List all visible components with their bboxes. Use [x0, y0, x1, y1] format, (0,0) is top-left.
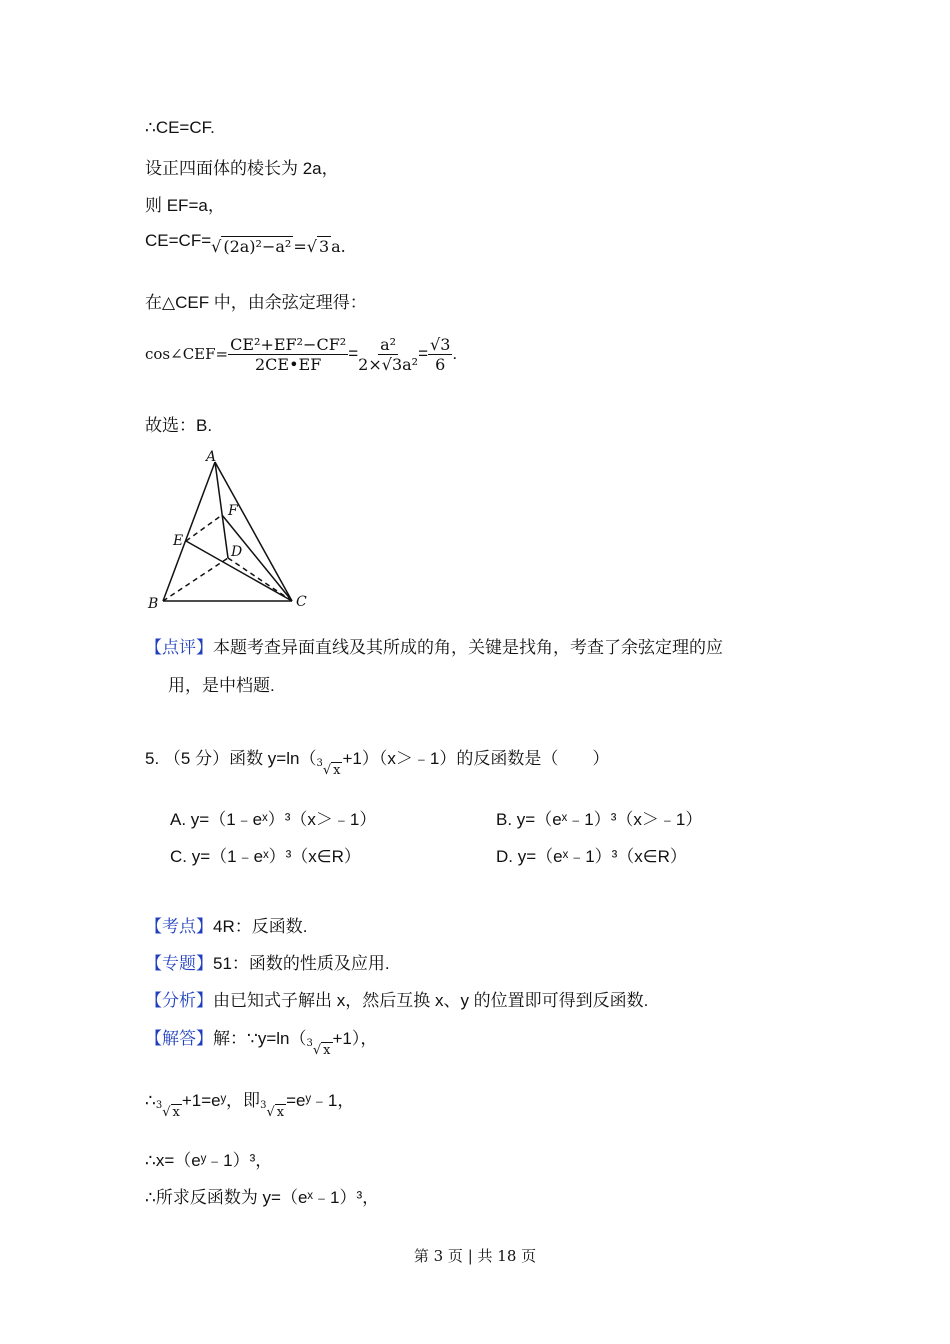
- cube-root: $^3$√ x: [316, 758, 341, 778]
- text-line: 设正四面体的棱长为 2a，: [145, 159, 339, 178]
- section-tag: 【解答】: [145, 1029, 213, 1048]
- step-text: +1=eʸ，即: [181, 1091, 261, 1110]
- radicand: x: [276, 1105, 285, 1120]
- edge-ac: [215, 462, 292, 601]
- option-text: y=（eˣ﹣1）³（x＞﹣1）: [516, 810, 703, 829]
- comment-line: [145, 633, 723, 658]
- equals: =: [293, 237, 307, 256]
- stem-text: 5. （5 分）函数 y=ln（: [145, 749, 317, 768]
- tetrahedron-figure: [140, 445, 320, 615]
- numerator: CE²+EF²−CF²: [230, 335, 347, 354]
- stem-text: +1）（x＞﹣1）的反函数是（ ）: [342, 749, 610, 768]
- option-label: D.: [496, 847, 513, 866]
- label-c: C: [296, 594, 307, 610]
- text-line: 在△CEF 中，由余弦定理得：: [145, 293, 367, 312]
- radicand: 3: [318, 237, 330, 256]
- root-index: 3: [260, 1100, 267, 1111]
- section-tag: 【分析】: [145, 991, 213, 1010]
- fraction: [428, 335, 452, 374]
- label-d: D: [231, 544, 243, 560]
- option-label: A.: [170, 810, 187, 829]
- option-text: y=（eˣ﹣1）³（x∈R）: [517, 847, 687, 866]
- step-text: =eʸ﹣1，: [286, 1091, 355, 1110]
- edge-ad: [215, 462, 228, 558]
- segment-ef: [186, 515, 222, 541]
- option-c[interactable]: [170, 842, 361, 867]
- step-text: ∴: [145, 1091, 156, 1110]
- text-line: 故选：B.: [145, 416, 213, 435]
- formula-cos: cos∠CEF= $\frac{\text{CE²+EF²−CF²}}{2CE•EF}$ = $\frac{\text{a²}}{\text{2×√3a²}}$ = $\frac{√3}{6}$ .: [145, 335, 458, 374]
- section-text: 解：∵y=ln（: [213, 1029, 307, 1048]
- section-tag: 【考点】: [145, 917, 213, 936]
- cube-root: $^3$√ x: [306, 1038, 331, 1058]
- denominator: 6: [435, 355, 446, 374]
- formula-suffix: a.: [331, 237, 346, 256]
- fenxi-line: [145, 986, 648, 1011]
- radicand: x: [172, 1105, 180, 1120]
- fraction: [358, 335, 418, 374]
- edge-ab: [163, 462, 215, 601]
- option-text: y=（1﹣eˣ）³（x∈R）: [191, 847, 361, 866]
- option-label: B.: [496, 810, 513, 829]
- text-line: ∴CE=CF.: [145, 118, 215, 137]
- solution-step: ∴x=（eʸ﹣1）³，: [145, 1151, 273, 1170]
- comment-line: 用，是中档题.: [168, 676, 275, 695]
- page-footer: 第 3 页 | 共 18 页: [413, 1247, 537, 1265]
- cube-root: $^3$√ x: [260, 1100, 285, 1120]
- label-e: E: [173, 533, 184, 549]
- label-f: F: [228, 503, 238, 519]
- label-a: A: [206, 449, 217, 465]
- zhuanti-line: [145, 949, 390, 974]
- section-text: 51：函数的性质及应用.: [213, 954, 390, 973]
- radicand: x: [323, 1043, 331, 1058]
- root-index: 3: [306, 1038, 313, 1049]
- edge-bd: [163, 558, 228, 601]
- section-tag: 【专题】: [145, 954, 213, 973]
- root-index: 3: [155, 1100, 163, 1111]
- denominator: 2CE•EF: [255, 355, 322, 374]
- radicand: (2a)²−a²: [223, 237, 292, 256]
- root-index: 3: [316, 758, 323, 769]
- formula-prefix: cos∠CEF=: [145, 344, 229, 363]
- denominator: 2×√3a²: [358, 355, 419, 374]
- option-text: y=（1﹣eˣ）³（x＞﹣1）: [190, 810, 377, 829]
- cube-root: $^3$√ x: [155, 1100, 180, 1120]
- label-b: B: [148, 596, 159, 612]
- option-a[interactable]: [170, 805, 376, 830]
- question-stem: [145, 744, 610, 778]
- numerator: a²: [380, 335, 397, 354]
- option-label: C.: [170, 847, 187, 866]
- text-line: 则 EF=a，: [145, 196, 225, 215]
- formula-prefix: CE=CF=: [145, 231, 212, 250]
- kaodian-line: [145, 912, 307, 937]
- solution-step: ∴所求反函数为 y=（eˣ﹣1）³，: [145, 1188, 380, 1207]
- jieda-line: [145, 1024, 378, 1058]
- edge-dc: [228, 558, 292, 601]
- formula-ce-cf: CE=CF=√ (2a)²−a² =√ 3 a.: [145, 231, 346, 256]
- fraction: [228, 335, 348, 374]
- option-b[interactable]: [496, 805, 702, 830]
- radicand: x: [333, 763, 341, 778]
- solution-step: [145, 1086, 355, 1120]
- section-text: 4R：反函数.: [213, 917, 308, 936]
- section-text: 由已知式子解出 x，然后互换 x、y 的位置即可得到反函数.: [213, 991, 649, 1010]
- comment-text: 本题考查异面直线及其所成的角，关键是找角，考查了余弦定理的应: [213, 638, 723, 657]
- section-text: +1），: [332, 1029, 378, 1048]
- option-d[interactable]: [496, 842, 687, 867]
- comment-tag: 【点评】: [145, 638, 213, 657]
- numerator: √3: [430, 335, 451, 354]
